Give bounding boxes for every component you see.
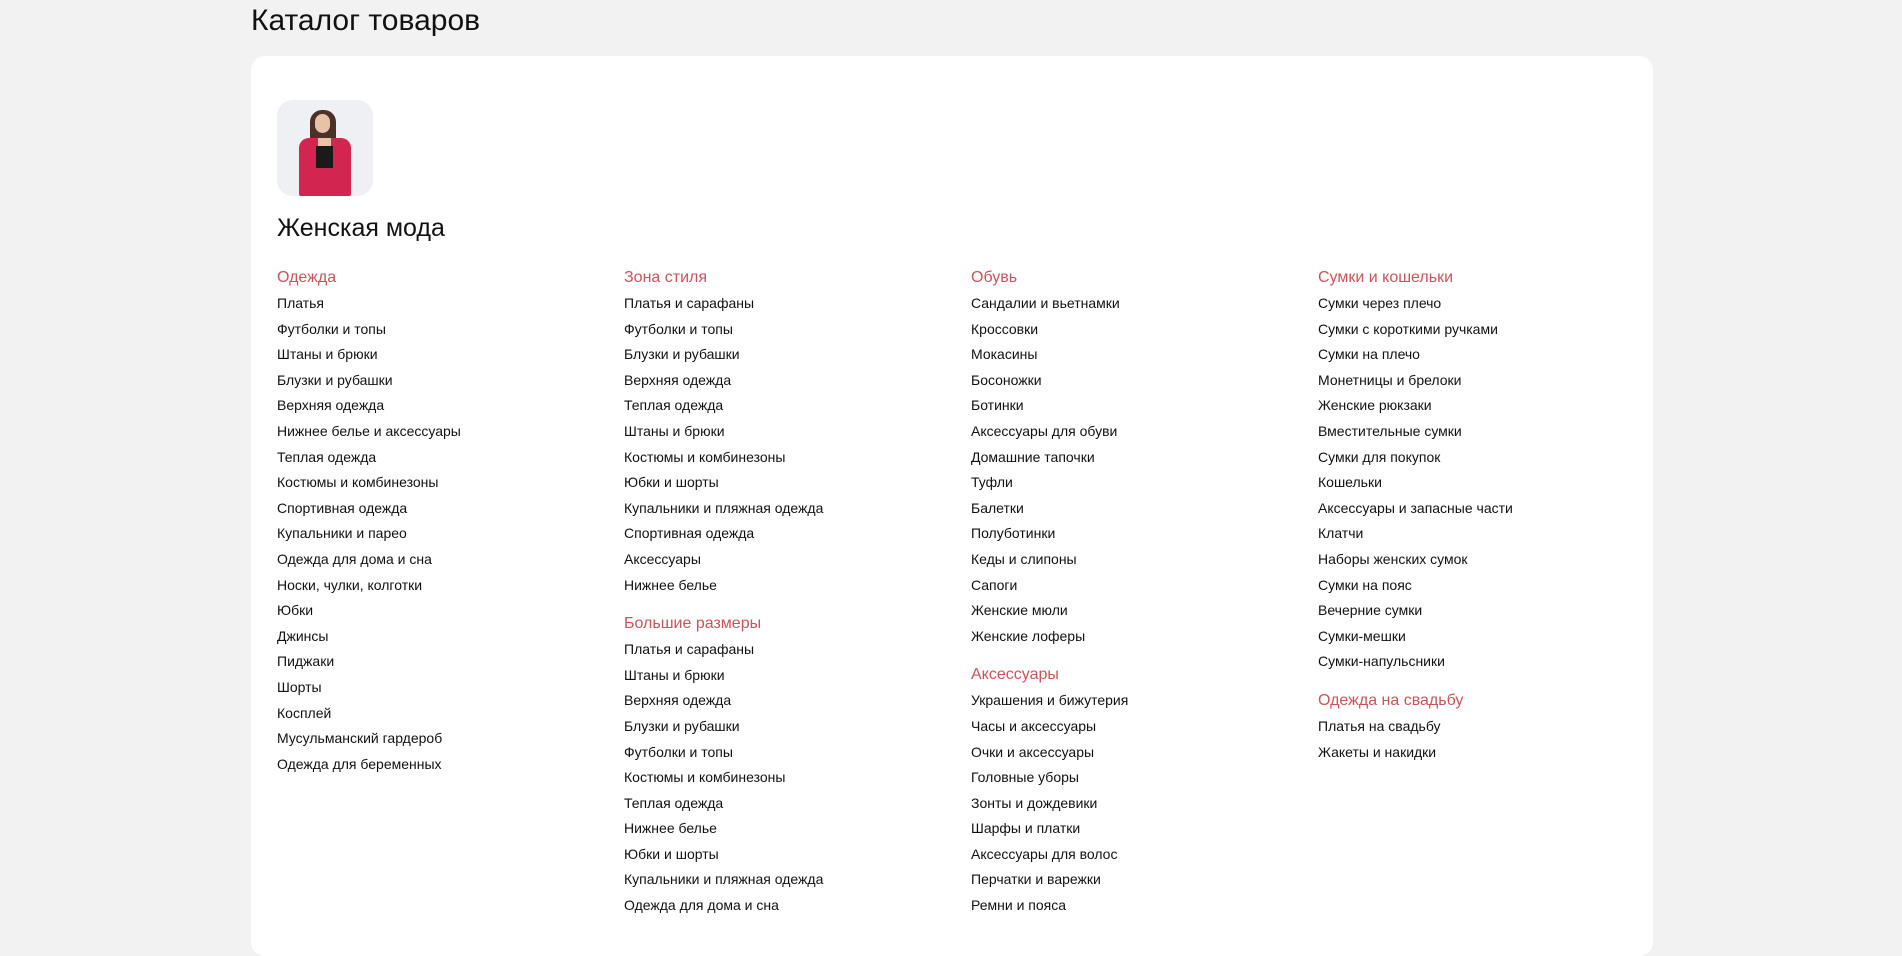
subcategory-link[interactable]: Часы и аксессуары	[971, 717, 1097, 734]
subcategory-link[interactable]: Юбки	[277, 602, 314, 619]
subcategory-link[interactable]: Ремни и пояса	[971, 897, 1067, 914]
subcategory-link[interactable]: Теплая одежда	[624, 794, 724, 811]
subcategory-link[interactable]: Пиджаки	[277, 653, 335, 670]
group-title-link[interactable]: Большие размеры	[624, 615, 762, 633]
subcategory-link[interactable]: Платья и сарафаны	[624, 641, 755, 658]
subcategory-group	[624, 611, 971, 919]
subcategory-link[interactable]: Нижнее белье	[624, 576, 717, 593]
catalog-card	[251, 56, 1653, 956]
subcategory-link[interactable]: Платья на свадьбу	[1318, 717, 1441, 734]
subcategory-link[interactable]: Сумки на плечо	[1318, 346, 1420, 363]
subcategory-link[interactable]: Футболки и топы	[624, 743, 733, 760]
group-title-link[interactable]: Одежда на свадьбу	[1318, 691, 1464, 709]
subcategory-link[interactable]: Жакеты и накидки	[1318, 743, 1437, 760]
subcategory-link[interactable]: Аксессуары	[624, 550, 701, 567]
subcategory-link[interactable]: Футболки и топы	[277, 320, 386, 337]
group-title-link[interactable]: Аксессуары	[971, 666, 1059, 684]
subcategory-link[interactable]: Сандалии и вьетнамки	[971, 295, 1120, 311]
catalog-column	[1318, 265, 1665, 932]
subcategory-link[interactable]: Штаны и брюки	[277, 346, 378, 363]
subcategory-group	[1318, 688, 1665, 765]
page-title: Каталог товаров	[251, 4, 481, 37]
subcategory-link[interactable]: Верхняя одежда	[624, 692, 732, 709]
subcategory-link[interactable]: Наборы женских сумок	[1318, 550, 1468, 567]
subcategory-group	[624, 265, 971, 598]
subcategory-link[interactable]: Домашние тапочки	[971, 448, 1095, 465]
subcategory-link[interactable]: Джинсы	[277, 627, 329, 644]
subcategory-link[interactable]: Сумки на пояс	[1318, 576, 1412, 593]
subcategory-link[interactable]: Аксессуары для волос	[971, 845, 1118, 862]
subcategory-link[interactable]: Нижнее белье и аксессуары	[277, 422, 461, 439]
subcategory-link[interactable]: Верхняя одежда	[277, 397, 385, 414]
subcategory-link[interactable]: Юбки и шорты	[624, 845, 719, 862]
subcategory-link[interactable]: Клатчи	[1318, 525, 1364, 542]
subcategory-link[interactable]: Кеды и слипоны	[971, 550, 1077, 567]
subcategory-columns	[277, 265, 1665, 932]
subcategory-link[interactable]: Костюмы и комбинезоны	[624, 769, 786, 786]
subcategory-link[interactable]: Аксессуары и запасные части	[1318, 499, 1513, 516]
group-title-link[interactable]: Обувь	[971, 269, 1018, 286]
subcategory-link[interactable]: Женские рюкзаки	[1318, 397, 1432, 414]
subcategory-link[interactable]: Косплей	[277, 704, 332, 721]
subcategory-link[interactable]: Мокасины	[971, 346, 1038, 363]
subcategory-link[interactable]: Кроссовки	[971, 320, 1039, 337]
subcategory-link[interactable]: Одежда для беременных	[277, 755, 442, 772]
subcategory-link[interactable]: Сумки-напульсники	[1318, 653, 1445, 670]
group-title-link[interactable]: Одежда	[277, 269, 337, 286]
subcategory-link[interactable]: Сумки-мешки	[1318, 627, 1406, 644]
subcategory-link[interactable]: Носки, чулки, колготки	[277, 576, 423, 593]
subcategory-link[interactable]: Зонты и дождевики	[971, 794, 1098, 811]
subcategory-group	[971, 265, 1318, 649]
subcategory-link[interactable]: Нижнее белье	[624, 820, 717, 837]
subcategory-link[interactable]: Блузки и рубашки	[277, 371, 393, 388]
subcategory-link[interactable]: Украшения и бижутерия	[971, 692, 1129, 709]
subcategory-link[interactable]: Одежда для дома и сна	[624, 897, 779, 914]
group-title-link[interactable]: Зона стиля	[624, 269, 708, 286]
subcategory-link[interactable]: Кошельки	[1318, 474, 1382, 491]
group-title-link[interactable]: Сумки и кошельки	[1318, 269, 1454, 286]
subcategory-link[interactable]: Полуботинки	[971, 525, 1056, 542]
subcategory-link[interactable]: Сумки с короткими ручками	[1318, 320, 1498, 337]
subcategory-link[interactable]: Блузки и рубашки	[624, 346, 740, 363]
subcategory-link[interactable]: Туфли	[971, 474, 1013, 491]
subcategory-link[interactable]: Шорты	[277, 678, 322, 695]
subcategory-link[interactable]: Сапоги	[971, 576, 1018, 593]
subcategory-link[interactable]: Вместительные сумки	[1318, 422, 1462, 439]
subcategory-group	[1318, 265, 1665, 675]
subcategory-link[interactable]: Перчатки и варежки	[971, 871, 1101, 888]
subcategory-link[interactable]: Верхняя одежда	[624, 371, 732, 388]
category-image[interactable]	[277, 100, 373, 196]
subcategory-link[interactable]: Шарфы и платки	[971, 820, 1081, 837]
subcategory-link[interactable]: Мусульманский гардероб	[277, 730, 443, 747]
subcategory-link[interactable]: Платья и сарафаны	[624, 295, 755, 311]
subcategory-link[interactable]: Платья	[277, 295, 324, 311]
subcategory-link[interactable]: Балетки	[971, 499, 1024, 516]
subcategory-link[interactable]: Футболки и топы	[624, 320, 733, 337]
subcategory-link[interactable]: Женские лоферы	[971, 627, 1086, 644]
subcategory-link[interactable]: Очки и аксессуары	[971, 743, 1095, 760]
subcategory-link[interactable]: Ботинки	[971, 397, 1024, 414]
catalog-column	[971, 265, 1318, 932]
subcategory-link[interactable]: Сумки для покупок	[1318, 448, 1441, 465]
subcategory-link[interactable]: Юбки и шорты	[624, 474, 719, 491]
catalog-column	[624, 265, 971, 932]
subcategory-group	[277, 265, 624, 777]
subcategory-link[interactable]: Блузки и рубашки	[624, 717, 740, 734]
subcategory-link[interactable]: Одежда для дома и сна	[277, 550, 432, 567]
subcategory-link[interactable]: Головные уборы	[971, 769, 1079, 786]
subcategory-link[interactable]: Купальники и пляжная одежда	[624, 499, 824, 516]
catalog-column	[277, 265, 624, 932]
subcategory-link[interactable]: Сумки через плечо	[1318, 295, 1442, 311]
category-title[interactable]: Женская мода	[277, 214, 445, 242]
subcategory-link[interactable]: Костюмы и комбинезоны	[624, 448, 786, 465]
subcategory-link[interactable]: Штаны и брюки	[624, 666, 725, 683]
subcategory-link[interactable]: Монетницы и брелоки	[1318, 371, 1462, 388]
subcategory-link[interactable]: Босоножки	[971, 371, 1042, 388]
subcategory-link[interactable]: Спортивная одежда	[277, 499, 408, 516]
subcategory-link[interactable]: Теплая одежда	[624, 397, 724, 414]
subcategory-link[interactable]: Спортивная одежда	[624, 525, 755, 542]
subcategory-link[interactable]: Вечерние сумки	[1318, 602, 1423, 619]
subcategory-group	[971, 662, 1318, 918]
subcategory-link[interactable]: Костюмы и комбинезоны	[277, 474, 439, 491]
subcategory-link[interactable]: Женские мюли	[971, 602, 1068, 619]
subcategory-link[interactable]: Купальники и парео	[277, 525, 407, 542]
subcategory-link[interactable]: Аксессуары для обуви	[971, 422, 1118, 439]
subcategory-link[interactable]: Штаны и брюки	[624, 422, 725, 439]
subcategory-link[interactable]: Теплая одежда	[277, 448, 377, 465]
subcategory-link[interactable]: Купальники и пляжная одежда	[624, 871, 824, 888]
